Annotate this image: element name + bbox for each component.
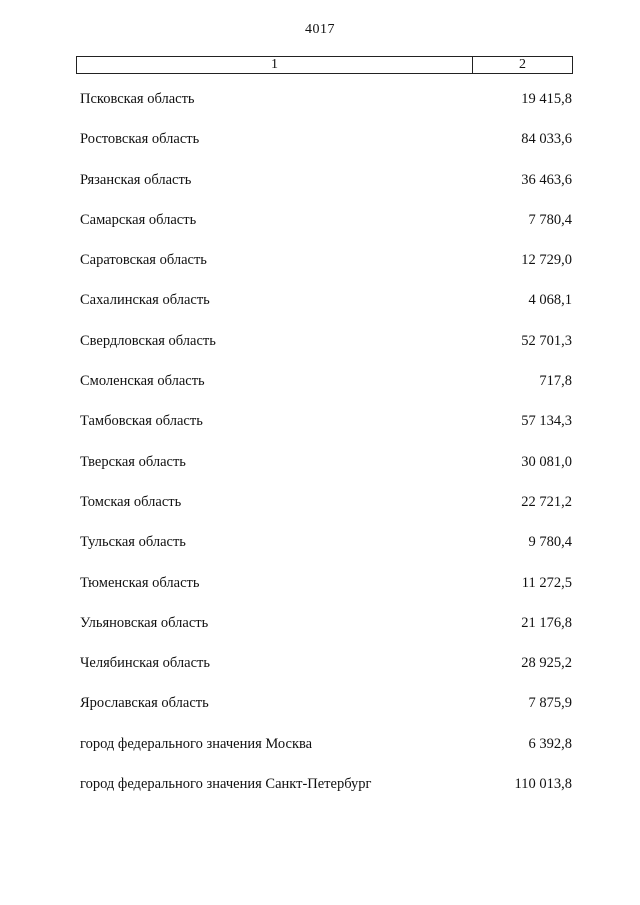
region-value: 6 392,8 bbox=[528, 735, 572, 752]
region-name: Смоленская область bbox=[80, 373, 205, 390]
region-value: 21 176,8 bbox=[521, 614, 572, 631]
region-name: Ульяновская область bbox=[80, 614, 209, 631]
table-body bbox=[80, 89, 572, 814]
table-row bbox=[80, 250, 572, 290]
region-value: 57 134,3 bbox=[521, 413, 572, 430]
region-name: Ростовская область bbox=[80, 131, 200, 148]
table-row bbox=[80, 573, 572, 613]
region-value: 52 701,3 bbox=[521, 332, 572, 349]
region-name: город федерального значения Санкт-Петербург bbox=[80, 776, 372, 793]
region-name: Челябинская область bbox=[80, 655, 210, 672]
table-row bbox=[80, 613, 572, 653]
region-name: Свердловская область bbox=[80, 332, 216, 349]
region-name: Тамбовская область bbox=[80, 413, 203, 430]
region-name: Рязанская область bbox=[80, 171, 192, 188]
column-header-2: 2 bbox=[519, 57, 526, 72]
region-value: 9 780,4 bbox=[528, 534, 572, 551]
table-row bbox=[80, 210, 572, 250]
table-row bbox=[80, 734, 572, 774]
region-name: Ярославская область bbox=[80, 695, 209, 712]
table-row bbox=[80, 532, 572, 572]
table-row bbox=[80, 129, 572, 169]
table-row bbox=[80, 492, 572, 532]
region-value: 110 013,8 bbox=[514, 776, 572, 793]
page-number: 4017 bbox=[305, 22, 335, 37]
region-name: Томская область bbox=[80, 493, 182, 510]
table-row bbox=[80, 653, 572, 693]
region-name: Тверская область bbox=[80, 453, 186, 470]
region-value: 28 925,2 bbox=[521, 655, 572, 672]
table-row bbox=[80, 693, 572, 733]
region-value: 717,8 bbox=[539, 373, 572, 390]
table-row bbox=[80, 774, 572, 814]
region-value: 84 033,6 bbox=[521, 131, 572, 148]
region-name: город федерального значения Москва bbox=[80, 735, 313, 752]
region-value: 22 721,2 bbox=[521, 493, 572, 510]
region-value: 7 780,4 bbox=[528, 211, 572, 228]
table-row bbox=[80, 411, 572, 451]
column-header-1: 1 bbox=[77, 57, 473, 73]
region-name: Саратовская область bbox=[80, 252, 207, 269]
table-row bbox=[80, 331, 572, 371]
region-name: Самарская область bbox=[80, 211, 197, 228]
region-value: 30 081,0 bbox=[521, 453, 572, 470]
region-name: Тюменская область bbox=[80, 574, 200, 591]
region-value: 4 068,1 bbox=[528, 292, 572, 309]
table-column-header bbox=[76, 56, 573, 74]
table-row bbox=[80, 290, 572, 330]
region-value: 19 415,8 bbox=[521, 91, 572, 107]
region-value: 36 463,6 bbox=[521, 171, 572, 188]
region-name: Тульская область bbox=[80, 534, 186, 551]
region-value: 12 729,0 bbox=[521, 252, 572, 269]
region-name: Сахалинская область bbox=[80, 292, 210, 309]
region-name: Псковская область bbox=[80, 91, 195, 107]
region-value: 11 272,5 bbox=[521, 574, 572, 591]
region-value: 7 875,9 bbox=[528, 695, 572, 712]
table-row bbox=[80, 371, 572, 411]
table-row bbox=[80, 89, 572, 129]
table-row bbox=[80, 452, 572, 492]
table-row bbox=[80, 170, 572, 210]
